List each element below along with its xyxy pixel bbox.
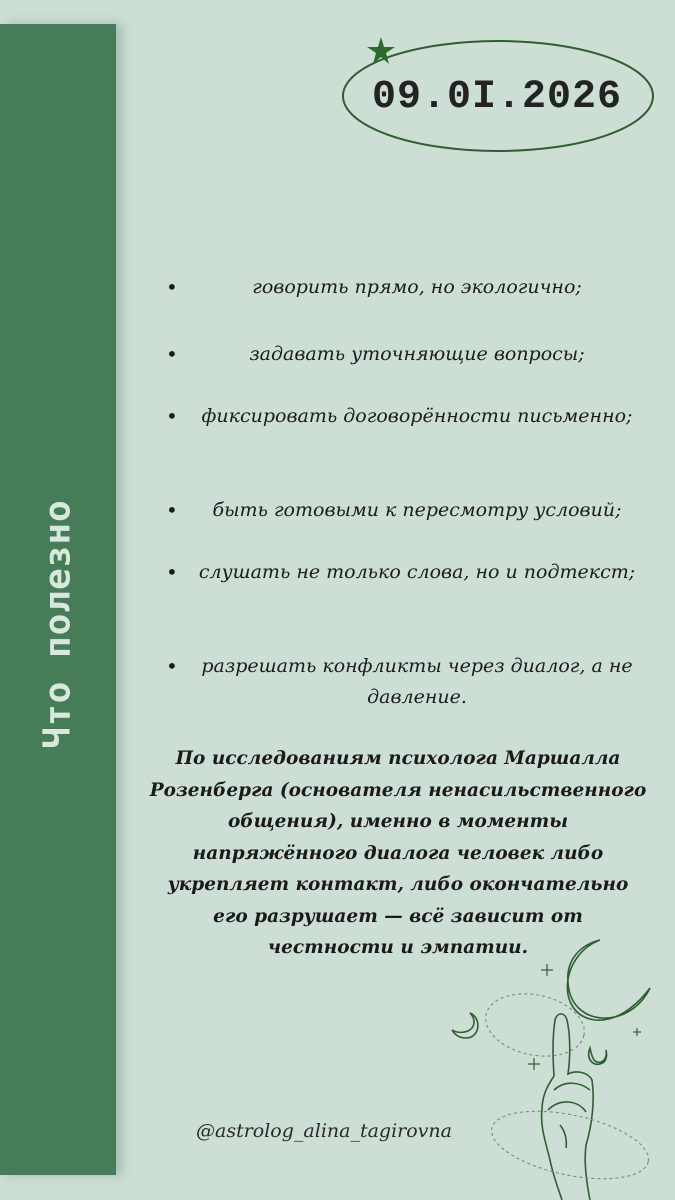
orbit-ellipse-icon	[486, 1099, 655, 1191]
bullet-icon: •	[166, 560, 178, 584]
sparkle-icon	[541, 964, 553, 976]
bullet-icon: •	[166, 404, 178, 428]
orbit-ellipse-icon	[480, 985, 590, 1064]
tip-item	[160, 495, 640, 526]
tip-item	[160, 401, 640, 432]
date-text: 09.0I.2026	[371, 74, 623, 120]
small-moon-icon	[452, 1013, 478, 1038]
tip-item	[160, 557, 640, 588]
bullet-icon: •	[166, 498, 178, 522]
tip-item	[160, 651, 640, 713]
crescent-moon-icon	[567, 940, 650, 1020]
sidebar-panel	[0, 24, 116, 1175]
bullet-icon: •	[166, 275, 178, 299]
sidebar-title: Что полезно	[37, 499, 79, 749]
bullet-icon: •	[166, 654, 178, 678]
tip-item	[160, 339, 640, 370]
tip-text: слушать не только слова, но и подтекст;	[198, 561, 636, 583]
author-handle: @astrolog_alina_tagirovna	[196, 1120, 452, 1142]
tip-text: фиксировать договорённости письменно;	[201, 405, 633, 427]
tip-text: разрешать конфликты через диалог, а не давление.	[201, 655, 633, 708]
tip-item	[160, 272, 640, 303]
date-badge	[336, 32, 658, 158]
small-moon-icon	[589, 1048, 607, 1064]
tip-text: быть готовыми к пересмотру условий;	[212, 499, 622, 521]
bullet-icon: •	[166, 342, 178, 366]
pointing-hand-icon	[542, 1014, 594, 1200]
sparkle-icon	[528, 1058, 540, 1070]
moon-hand-illustration	[430, 920, 675, 1200]
tip-text: говорить прямо, но экологично;	[252, 276, 582, 298]
research-quote: По исследованиям психолога Маршалла Розенберга (основателя ненасильственного общения), именно в моменты напряжённого диалога человек либо укрепляет контакт, либо окончательно его разрушает — всё зависит от честности и эмпатии.	[149, 748, 647, 958]
sparkle-icon	[633, 1028, 641, 1036]
tip-text: задавать уточняющие вопросы;	[249, 343, 585, 365]
